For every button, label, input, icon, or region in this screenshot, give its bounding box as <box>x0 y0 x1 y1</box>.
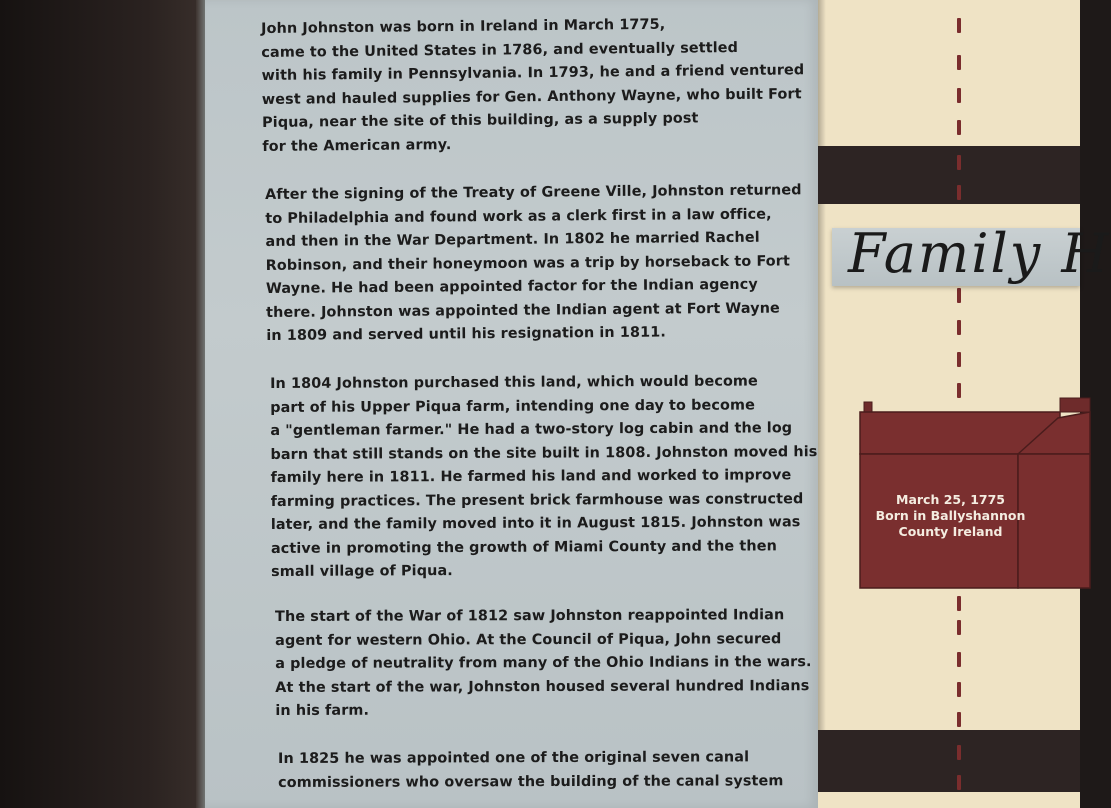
text-line: later, and the family moved into it in August 1815. Johnston was <box>270 514 801 533</box>
text-line: Piqua, near the site of this building, as a supply post <box>262 110 699 131</box>
text-line: small village of Piqua. <box>271 563 453 580</box>
text-line: a pledge of neutrality from many of the Ohio Indians in the wars. <box>275 654 812 672</box>
timeline-dash <box>957 320 961 335</box>
text-line: farming practices. The present brick farmhouse was constructed <box>270 490 804 510</box>
event-date: March 25, 1775 <box>896 492 1005 507</box>
timeline-dash <box>957 55 961 70</box>
timeline-dash <box>957 652 961 667</box>
timeline-band <box>818 730 1080 792</box>
text-line: John Johnston was born in Ireland in March 1775, <box>261 16 666 37</box>
timeline-dash <box>957 352 961 367</box>
timeline-band <box>818 146 1080 204</box>
timeline-dash <box>957 620 961 635</box>
text-line: The start of the War of 1812 saw Johnston reappointed Indian <box>275 607 785 625</box>
text-line: After the signing of the Treaty of Greene Ville, Johnston returned <box>265 182 802 203</box>
paragraph-greene-ville <box>265 179 803 348</box>
left-wall <box>0 0 210 808</box>
timeline-dash <box>957 682 961 697</box>
timeline-panel <box>818 0 1111 808</box>
text-line: commissioners who oversaw the building of the canal system <box>278 772 784 791</box>
text-line: west and hauled supplies for Gen. Anthony Wayne, who built Fort <box>261 85 802 108</box>
timeline-band <box>818 792 1080 808</box>
text-line: and then in the War Department. In 1802 he married Rachel <box>265 229 760 250</box>
text-line: At the start of the war, Johnston housed several hundred Indians <box>275 677 810 696</box>
paragraph-canal-commissioner <box>278 746 784 795</box>
text-line: in 1809 and served until his resignation in 1811. <box>266 324 666 344</box>
timeline-dash <box>957 775 961 790</box>
paragraph-war-of-1812 <box>275 604 812 723</box>
event-line: County Ireland <box>898 524 1003 539</box>
text-line: Robinson, and their honeymoon was a trip by horseback to Fort <box>265 252 790 274</box>
timeline-dash <box>957 120 961 135</box>
event-line: Born in Ballyshannon <box>875 508 1026 523</box>
timeline-dash <box>957 288 961 303</box>
timeline-dash <box>957 155 961 170</box>
text-line: to Philadelphia and found work as a clerk first in a law office, <box>265 206 772 227</box>
text-line: In 1804 Johnston purchased this land, which would become <box>270 373 758 392</box>
timeline-shadow <box>818 0 826 808</box>
timeline-dash <box>957 712 961 727</box>
timeline-dash <box>957 18 961 33</box>
text-line: with his family in Pennsylvania. In 1793, he and a friend ventured <box>261 62 805 84</box>
text-line: barn that still stands on the site built in 1808. Johnston moved his <box>270 443 818 463</box>
text-line: In 1825 he was appointed one of the original seven canal <box>278 749 750 767</box>
timeline-dash <box>957 185 961 200</box>
text-line: there. Johnston was appointed the Indian agent at Fort Wayne <box>266 300 780 321</box>
text-line: came to the United States in 1786, and eventually settled <box>261 39 739 61</box>
timeline-dash <box>957 88 961 103</box>
text-line: a "gentleman farmer." He had a two-story log cabin and the log <box>270 420 793 439</box>
text-line: Wayne. He had been appointed factor for the Indian agency <box>265 276 758 297</box>
event-plaque <box>868 492 1033 540</box>
timeline-dash <box>957 596 961 611</box>
text-line: family here in 1811. He farmed his land and worked to improve <box>270 467 792 486</box>
paragraph-birth <box>261 12 805 159</box>
text-line: agent for western Ohio. At the Council of Piqua, John secured <box>275 630 782 649</box>
text-line: for the American army. <box>262 136 452 155</box>
text-line: active in promoting the growth of Miami County and the then <box>270 537 777 557</box>
text-line: part of his Upper Piqua farm, intending one day to become <box>270 396 755 416</box>
text-line: in his farm. <box>275 702 370 719</box>
timeline-dash <box>957 745 961 760</box>
timeline-dash <box>957 383 961 398</box>
timeline-title: Family H <box>848 222 1111 285</box>
paragraph-land-purchase <box>270 370 818 584</box>
